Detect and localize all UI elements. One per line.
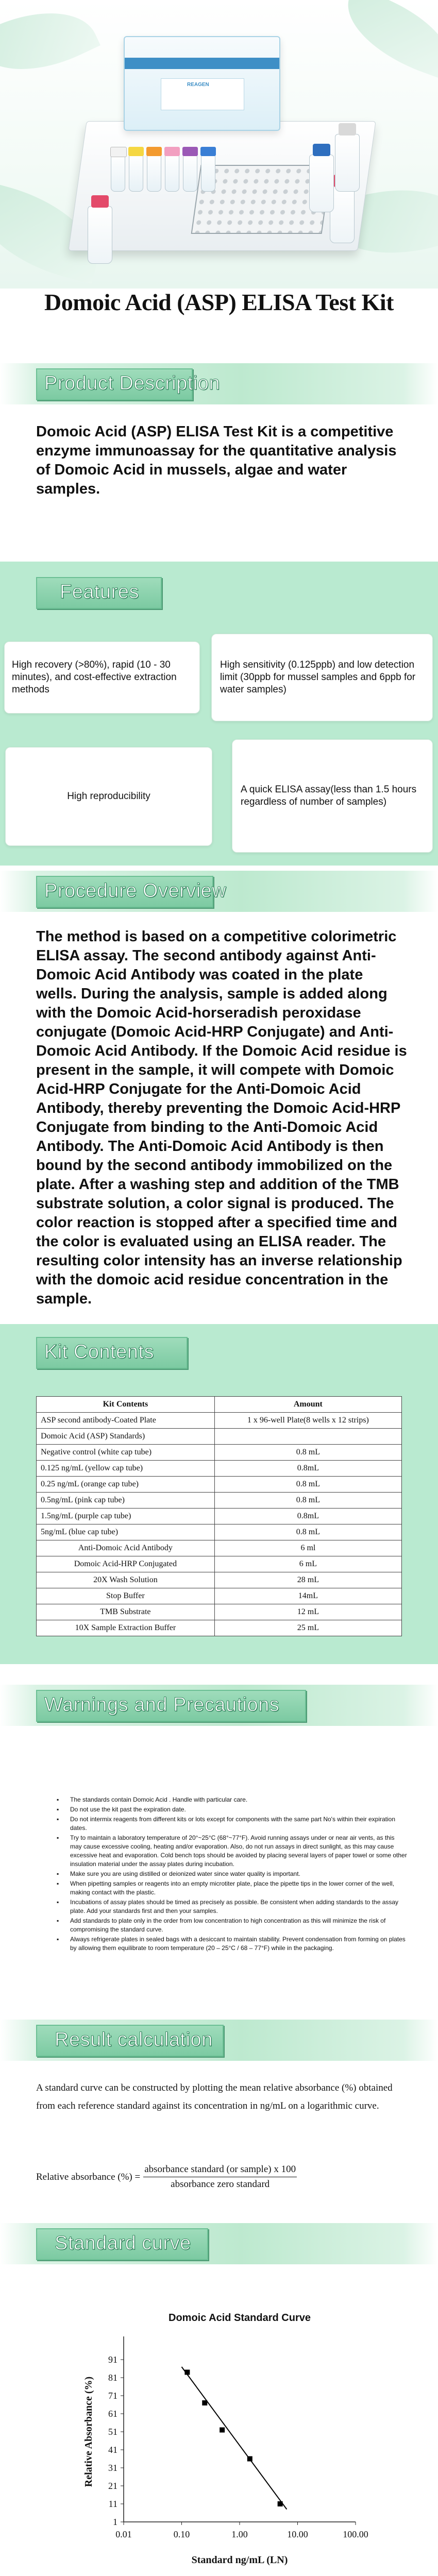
amount-cell: 0.8 mL: [214, 1477, 401, 1493]
result-text: A standard curve can be constructed by plotting the mean relative absorbance (%) obtained from each reference standard against its concentration in ng/mL on a logarithmic curve.: [36, 2082, 393, 2111]
component-cell: 10X Sample Extraction Buffer: [37, 1620, 215, 1636]
y-tick-label: 31: [108, 2463, 117, 2473]
warnings-list: [57, 1795, 407, 1954]
amount-cell: 1 x 96-well Plate(8 wells x 12 strips): [214, 1413, 401, 1429]
component-cell: Domoic Acid (ASP) Standards): [37, 1429, 215, 1445]
component-cell: 20X Wash Solution: [37, 1572, 215, 1588]
list-item: ▪ Incubations of assay plates should be timed as precisely as possible. Be consistent when adding standards to the assay plate. Add your standards first and then your samples.: [57, 1898, 407, 1916]
list-item: ▪ The standards contain Domoic Acid . Handle with particular care.: [57, 1795, 407, 1804]
product-hero-image: [0, 0, 438, 289]
y-tick-label: 81: [108, 2372, 117, 2383]
amount-cell: 28 mL: [214, 1572, 401, 1588]
y-tick-label: 11: [108, 2499, 117, 2509]
component-cell: 0.125 ng/mL (yellow cap tube): [37, 1461, 215, 1477]
standard-curve-heading: Standard curve: [55, 2232, 191, 2254]
component-cell: Stop Buffer: [37, 1588, 215, 1604]
reagent-bottle: [309, 155, 334, 212]
table-row: [37, 1540, 402, 1556]
list-item: ▪ Do not intermix reagents from different kits or lots except for components with the same part No's within their expiration dates.: [57, 1815, 407, 1833]
vial: [129, 155, 143, 192]
column-header: Amount: [214, 1397, 401, 1413]
table-row: [37, 1604, 402, 1620]
product-description-text: Domoic Acid (ASP) ELISA Test Kit is a competitive enzyme immunoassay for the quantitative analysis of Domoic Acid in mussels, algae and water samples.: [36, 423, 397, 497]
x-tick-label: 0.10: [173, 2529, 190, 2539]
leaf-decoration: [334, 0, 438, 80]
list-item: ▪ Try to maintain a laboratory temperature of 20°~25°C (68°~77°F). Avoid running assays under or near air vents, as this may cause excessive cooling, heating and/or evaporation. Also, do not run assays in direct sunlight, as this may cause excessive heat and evaporation. Cold bench tops should be avoided by placing several layers of paper towel or some other insulation material under the assay plates during incubation.: [57, 1834, 407, 1869]
amount-cell: 6 ml: [214, 1540, 401, 1556]
vial: [183, 155, 197, 192]
amount-cell: 0.8 mL: [214, 1493, 401, 1509]
table-row: [37, 1429, 402, 1445]
feature-card: A quick ELISA assay(less than 1.5 hours regardless of number of samples): [232, 739, 433, 853]
x-axis-label: Standard ng/mL (LN): [191, 2554, 288, 2566]
x-tick-label: 0.01: [115, 2529, 132, 2539]
y-tick-label: 41: [108, 2445, 117, 2455]
y-tick-label: 91: [108, 2354, 117, 2365]
table-row: [37, 1556, 402, 1572]
table-row: [37, 1620, 402, 1636]
table-header-row: [37, 1397, 402, 1413]
feature-card: High recovery (>80%), rapid (10 - 30 minutes), and cost-effective extraction methods: [4, 641, 200, 714]
data-point: [202, 2400, 207, 2405]
amount-cell: 25 mL: [214, 1620, 401, 1636]
table-row: [37, 1413, 402, 1429]
vial: [147, 155, 161, 192]
table-row: [37, 1445, 402, 1461]
leaf-decoration: [0, 0, 100, 93]
table-row: [37, 1588, 402, 1604]
y-tick-label: 71: [108, 2391, 117, 2401]
warnings-heading: Warnings and Precautions: [44, 1694, 280, 1716]
chart-title: Domoic Acid Standard Curve: [169, 2312, 311, 2324]
amount-cell: 14mL: [214, 1588, 401, 1604]
table-row: [37, 1477, 402, 1493]
x-tick-label: 100.00: [343, 2529, 368, 2539]
data-point: [278, 2501, 283, 2506]
component-cell: 0.5ng/mL (pink cap tube): [37, 1493, 215, 1509]
component-cell: Anti-Domoic Acid Antibody: [37, 1540, 215, 1556]
y-tick-label: 61: [108, 2409, 117, 2419]
component-cell: ASP second antibody-Coated Plate: [37, 1413, 215, 1429]
table-row: [37, 1461, 402, 1477]
amount-cell: 0.8 mL: [214, 1445, 401, 1461]
y-tick-label: 51: [108, 2427, 117, 2437]
y-axis-label: Relative Absorbance (%): [83, 2376, 94, 2487]
amount-cell: 0.8mL: [214, 1509, 401, 1524]
column-header: Kit Contents: [37, 1397, 215, 1413]
list-item: ▪ Always refrigerate plates in sealed bags with a desiccant to maintain stability. Prevent condensation from forming on plates by allowing them equilibrate to room temperature (20 – 25°C / 68 – 77°F) while in the packaging.: [57, 1935, 407, 1953]
x-tick-label: 1.00: [231, 2529, 248, 2539]
feature-card: High reproducibility: [5, 747, 212, 846]
amount-cell: 6 mL: [214, 1556, 401, 1572]
component-cell: TMB Substrate: [37, 1604, 215, 1620]
product-description-heading: Product Description: [44, 372, 221, 394]
amount-cell: 12 mL: [214, 1604, 401, 1620]
table-row: [37, 1524, 402, 1540]
trend-line: [182, 2367, 287, 2510]
component-cell: 5ng/mL (blue cap tube): [37, 1524, 215, 1540]
component-cell: 0.25 ng/mL (orange cap tube): [37, 1477, 215, 1493]
list-item: ▪ Make sure you are using distilled or deionized water since water quality is important.: [57, 1870, 407, 1878]
vial: [201, 155, 215, 192]
table-row: [37, 1509, 402, 1524]
reagent-bottle: [335, 134, 360, 192]
data-point: [247, 2456, 252, 2462]
amount-cell: 0.8mL: [214, 1461, 401, 1477]
kit-contents-table: [36, 1396, 402, 1636]
y-tick-label: 21: [108, 2481, 117, 2491]
standard-curve-chart: [0, 2295, 438, 2576]
reagent-bottle: [88, 206, 112, 264]
kit-box: REAGEN: [124, 36, 280, 131]
data-point: [184, 2370, 190, 2375]
formula-numerator: absorbance standard (or sample) x 100: [143, 2164, 297, 2177]
relative-absorbance-formula: [36, 2164, 297, 2190]
y-tick-label: 1: [113, 2517, 117, 2527]
x-tick-label: 10.00: [287, 2529, 308, 2539]
feature-card: High sensitivity (0.125ppb) and low detection limit (30ppb for mussel samples and 6ppb for water samples): [211, 634, 433, 721]
component-cell: Negative control (white cap tube): [37, 1445, 215, 1461]
list-item: ▪ When pipetting samples or reagents into an empty microtiter plate, place the pipette tips in the lower corner of the well, making contact with the plastic.: [57, 1879, 407, 1897]
data-point: [220, 2428, 225, 2433]
procedure-heading: Procedure Overview: [44, 880, 227, 902]
vial: [165, 155, 179, 192]
amount-cell: [214, 1429, 401, 1445]
vial: [111, 155, 125, 192]
list-item: ▪ Add standards to plate only in the order from low concentration to high concentration as this will minimize the risk of compromising the standard curve.: [57, 1917, 407, 1934]
table-row: [37, 1493, 402, 1509]
procedure-text: The method is based on a competitive colorimetric ELISA assay. The second antibody against Anti-Domoic Acid Antibody was coated in the plate wells. During the analysis, sample is added along with the Domoic Acid-horseradish peroxidase conjugate (Domoic Acid-HRP Conjugate) and Anti- Domoic Acid Antibody. If the Domoic Acid residue is present in the sample, it will compete with Domoic Acid-HRP Conjugate for the Anti-Domoic Acid Antibody, thereby preventing the Domoic Acid-HRP Conjugate from binding to the Anti-Domoic Acid Antibody. The Anti-Domoic Acid Antibody is then bound by the second antibody immobilized on the plate. After a washing step and addition of the TMB substrate solution, a color signal is produced. The color reaction is stopped after a specified time and the color is evaluated using an ELISA reader. The resulting color intensity has an inverse relationship with the domoic acid residue concentration in the sample.: [36, 928, 407, 1307]
component-cell: 1.5ng/mL (purple cap tube): [37, 1509, 215, 1524]
kit-contents-heading: Kit Contents: [44, 1341, 154, 1363]
table-row: [37, 1572, 402, 1588]
formula-denominator: absorbance zero standard: [171, 2179, 270, 2190]
page-title: Domoic Acid (ASP) ELISA Test Kit: [44, 289, 394, 315]
formula-lhs: Relative absorbance (%) =: [36, 2171, 141, 2182]
amount-cell: 0.8 mL: [214, 1524, 401, 1540]
result-heading: Result calculation: [55, 2029, 213, 2050]
features-heading: Features: [60, 581, 139, 603]
list-item: ▪ Do not use the kit past the expiration date.: [57, 1805, 407, 1814]
component-cell: Domoic Acid-HRP Conjugated: [37, 1556, 215, 1572]
